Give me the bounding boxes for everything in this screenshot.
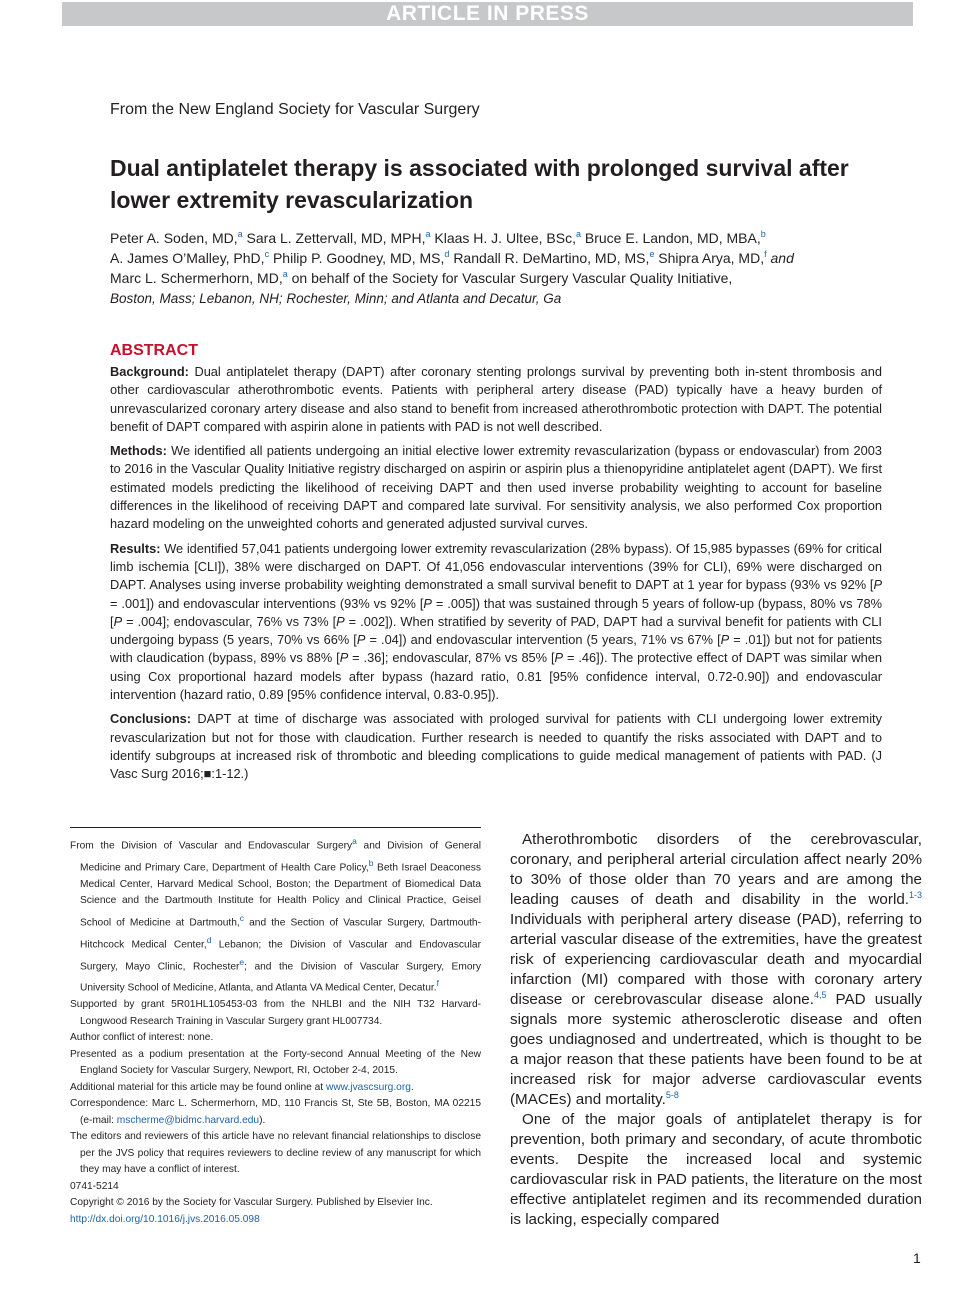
footnote-text: Lebanon; the Division of Vascular and Endovascular Surgery, Mayo Clinic, Rochester bbox=[80, 939, 481, 972]
footnote-text: ). bbox=[259, 1114, 266, 1126]
author-list bbox=[110, 228, 900, 309]
author-conjunction: and bbox=[770, 250, 794, 266]
body-paragraph bbox=[510, 830, 922, 1110]
body-text-column bbox=[510, 830, 922, 1230]
behalf-line: on behalf of the Society for Vascular Surgery Vascular Quality Initiative, bbox=[291, 270, 733, 286]
affiliation-mark[interactable]: a bbox=[575, 229, 581, 239]
footnote-text: ; and the Division of Vascular Surgery, Emory University School of Medicine, Atlanta, and Atlanta VA Medical Center, Decatur. bbox=[80, 960, 481, 994]
results-text: = .005]) that was sustained through 5 years of follow-up (bypass, 80% vs 78% [ bbox=[110, 595, 882, 629]
p-value-symbol: P bbox=[336, 613, 345, 629]
p-value-symbol: P bbox=[356, 632, 366, 648]
affiliation-mark: e bbox=[239, 956, 245, 967]
abstract-results bbox=[110, 540, 882, 705]
abstract-section bbox=[110, 342, 882, 790]
p-value-symbol: P bbox=[423, 595, 432, 611]
footnote-text: . bbox=[410, 1081, 414, 1093]
conclusions-label: Conclusions: bbox=[110, 711, 192, 727]
body-text: Individuals with peripheral artery disease (PAD), referring to arterial vascular disease of the extremities, have the greatest risk of experiencing cardiovascular death and myocardial infarction (MI) compared with those with coronary artery disease or cerebrovascular disease alone. bbox=[510, 911, 922, 1008]
affiliation-mark: d bbox=[206, 934, 212, 945]
affiliation-mark[interactable]: f bbox=[764, 249, 767, 259]
footnote-divider bbox=[70, 827, 481, 828]
conclusions-text: DAPT at time of discharge was associated with prologed survival for patients with CLI undergoing lower extremity revascularization but not for those with claudication. Further research is needed to quantify the risks associated with DAPT and to identify subgroups at increased risk of thrombotic and bleeding complications to guide medical management of patients with PAD. (J Vasc Surg 2016;■:1-12.) bbox=[110, 711, 882, 782]
copyright: Copyright © 2016 by the Society for Vascular Surgery. Published by Elsevier Inc. bbox=[70, 1197, 433, 1209]
footnote-text: Additional material for this article may be found online at bbox=[70, 1081, 326, 1093]
author-name: Randall R. DeMartino, MD, MS, bbox=[453, 250, 650, 266]
affiliation-mark: f bbox=[436, 978, 439, 989]
affiliation-mark[interactable]: a bbox=[237, 229, 243, 239]
issn: 0741-5214 bbox=[70, 1180, 119, 1192]
author-name: A. James O’Malley, PhD, bbox=[110, 250, 265, 266]
body-text: PAD usually signals more systemic atherosclerotic disease and often goes undiagnosed and undertreated, which is thought to be a major reason that these patients have been found to be at increased risk for major adverse cardiovascular events (MACEs) and mortality. bbox=[510, 991, 922, 1108]
results-text: We identified 57,041 patients undergoing lower extremity revascularization (28% bypass). Of 15,985 bypasses (69% for critical limb ischemia [CLI]), 38% were discharged on DAPT. Of 41,056 endovascular interventions (39% for CLI), 69% were discharged on DAPT. Analyses using inverse probability weighting demonstrated a small survival benefit to DAPT at 1 year for bypass (93% vs 92% [ bbox=[110, 540, 883, 593]
background-label: Background: bbox=[110, 364, 189, 379]
methods-text: We identified all patients undergoing an initial elective lower extremity revascularization (bypass or endovascular) from 2003 to 2016 in the Vascular Quality Initiative registry discharged on aspirin or aspirin plus a thienopyridine antiplatelet agent (DAPT). We first estimated models predicting the likelihood of receiving DAPT and then used inverse probability weighting to account for baseline differences in the likelihood of receiving DAPT and compared late survival. For sensitivity analysis, we also performed Cox proportion hazard modeling on the unweighted cohorts and generated adjusted survival curves. bbox=[110, 443, 882, 532]
footnote-presentation: Presented as a podium presentation at the Forty-second Annual Meeting of the New England Society for Vascular Surgery, Newport, RI, October 2-4, 2015. bbox=[70, 1048, 481, 1077]
footnote-additional-material bbox=[70, 1080, 481, 1097]
p-value-symbol: P bbox=[113, 613, 123, 629]
author-name: Bruce E. Landon, MD, MBA, bbox=[584, 230, 761, 246]
affiliation-mark[interactable]: c bbox=[264, 249, 270, 259]
footnote-text: and Division of General Medicine and Primary Care, Department of Health Care Policy, bbox=[80, 840, 481, 874]
results-text: = .01]) but not for patients with claudication (bypass, 89% vs 88% [ bbox=[110, 632, 883, 666]
affiliation-mark: a bbox=[352, 836, 357, 846]
affiliation-mark[interactable]: e bbox=[649, 249, 655, 259]
abstract-background bbox=[110, 363, 882, 436]
author-name: Philip P. Goodney, MD, MS, bbox=[272, 250, 445, 266]
reference-link[interactable]: 5-8 bbox=[665, 1090, 679, 1100]
footnote-text: From the Division of Vascular and Endovascular Surgery bbox=[70, 840, 353, 852]
affiliation-mark[interactable]: a bbox=[282, 269, 288, 279]
affiliation-mark[interactable]: b bbox=[760, 229, 766, 239]
affiliation-mark[interactable]: d bbox=[444, 249, 450, 259]
author-name: Shipra Arya, MD, bbox=[658, 250, 765, 266]
footnote-text: Beth Israel Deaconess Medical Center, Harvard Medical School, Boston; the Department of Biomedical Data Science and the Dartmouth Institute for Health Policy and Clinical Practice, Geisel School of Medicine at Dartmouth, bbox=[80, 862, 481, 929]
journal-website-link[interactable]: www.jvascsurg.org bbox=[325, 1081, 411, 1093]
abstract-conclusions bbox=[110, 710, 882, 783]
methods-label: Methods: bbox=[110, 443, 167, 459]
email-link[interactable]: mscherme@bidmc.harvard.edu bbox=[116, 1114, 260, 1126]
footnote-editors: The editors and reviewers of this article have no relevant financial relationships to disclose per the JVS policy that requires reviewers to decline review of any manuscript for which they may have a conflict of interest. bbox=[70, 1131, 481, 1176]
results-label: Results: bbox=[110, 540, 161, 556]
footnote-text: and the Section of Vascular Surgery, Dartmouth-Hitchcock Medical Center, bbox=[80, 917, 481, 951]
doi-link[interactable]: http://dx.doi.org/10.1016/j.jvs.2016.05.098 bbox=[70, 1213, 260, 1225]
p-value-symbol: P bbox=[554, 650, 564, 666]
reference-link[interactable]: 4,5 bbox=[813, 990, 827, 1000]
results-text: = .002]). When stratified by severity of PAD, DAPT had a survival benefit for patients with CLI undergoing bypass (5 years, 70% vs 66% [ bbox=[110, 613, 882, 648]
reference-link[interactable]: 1-3 bbox=[908, 890, 922, 900]
author-name: Sara L. Zettervall, MD, MPH, bbox=[246, 230, 426, 246]
body-paragraph: One of the major goals of antiplatelet therapy is for prevention, both primary and secondary, of acute thrombotic events. Despite the increased local and systemic cardiovascular risk in PAD patients, the literature on the most effective antiplatelet regimen and its recommended duration is lacking, especially compared bbox=[510, 1111, 922, 1228]
abstract-heading: ABSTRACT bbox=[110, 342, 198, 359]
p-value-symbol: P bbox=[873, 577, 882, 593]
p-value-symbol: P bbox=[339, 650, 349, 666]
page-number: 1 bbox=[913, 1250, 921, 1266]
background-text: Dual antiplatelet therapy (DAPT) after coronary stenting prolongs survival by preventing both in-stent thrombosis and other cardiovascular atherothrombotic events. Patients with peripheral artery disease (PAD) typically have a heavy burden of unrevascularized coronary artery disease and also stand to benefit from increased atherothrombotic protection with DAPT. The potential benefit of DAPT compared with aspirin alone in patients with PAD is not well described. bbox=[110, 364, 883, 434]
p-value-symbol: P bbox=[720, 632, 730, 648]
results-text: = .004]; endovascular, 76% vs 73% [ bbox=[122, 613, 337, 629]
footnote-text: Correspondence: Marc L. Schermerhorn, MD, 110 Francis St, Ste 5B, Boston, MA 02215 (e-mail: bbox=[70, 1098, 481, 1126]
footnote-conflict: Author conflict of interest: none. bbox=[70, 1032, 214, 1044]
author-name: Peter A. Soden, MD, bbox=[110, 230, 238, 246]
affiliation-mark: b bbox=[368, 857, 374, 868]
society-line: From the New England Society for Vascular Surgery bbox=[110, 101, 480, 118]
results-text: = .36]; endovascular, 87% vs 85% [ bbox=[348, 650, 555, 666]
footnote-funding: Supported by grant 5R01HL105453-03 from the NHLBI and the NIH T32 Harvard-Longwood Research Training in Vascular Surgery grant HL007734. bbox=[70, 999, 481, 1027]
results-text: = .46]). The protective effect of DAPT was similar when using Cox proportional hazard models after bypass (hazard ratio, 0.81 [95% confidence interval, 0.72-0.90]) and endovascular intervention (hazard ratio, 0.89 [95% confidence interval, 0.83-0.95]). bbox=[110, 650, 882, 703]
article-title: Dual antiplatelet therapy is associated with prolonged survival after lower extremity revascularization bbox=[110, 155, 849, 213]
article-in-press-banner: ARTICLE IN PRESS bbox=[62, 2, 913, 26]
abstract-methods bbox=[110, 442, 882, 533]
footnote-correspondence bbox=[70, 1096, 481, 1129]
results-text: = .04]) and endovascular intervention (5 years, 71% vs 67% [ bbox=[365, 632, 721, 648]
author-locations: Boston, Mass; Lebanon, NH; Rochester, Minn; and Atlanta and Decatur, Ga bbox=[110, 291, 562, 306]
body-text: Atherothrombotic disorders of the cerebrovascular, coronary, and peripheral arterial circulation affect nearly 20% to 30% of those older than 70 years and are among the leading causes of death and disability in the world. bbox=[510, 831, 922, 908]
author-name: Marc L. Schermerhorn, MD, bbox=[110, 270, 283, 286]
results-text: = .001]) and endovascular interventions (93% vs 92% [ bbox=[110, 595, 424, 611]
footnotes bbox=[70, 833, 481, 1228]
footnote-affiliations bbox=[70, 833, 481, 997]
author-name: Klaas H. J. Ultee, BSc, bbox=[434, 230, 576, 246]
affiliation-mark: c bbox=[239, 912, 244, 923]
affiliation-mark[interactable]: a bbox=[425, 229, 431, 239]
